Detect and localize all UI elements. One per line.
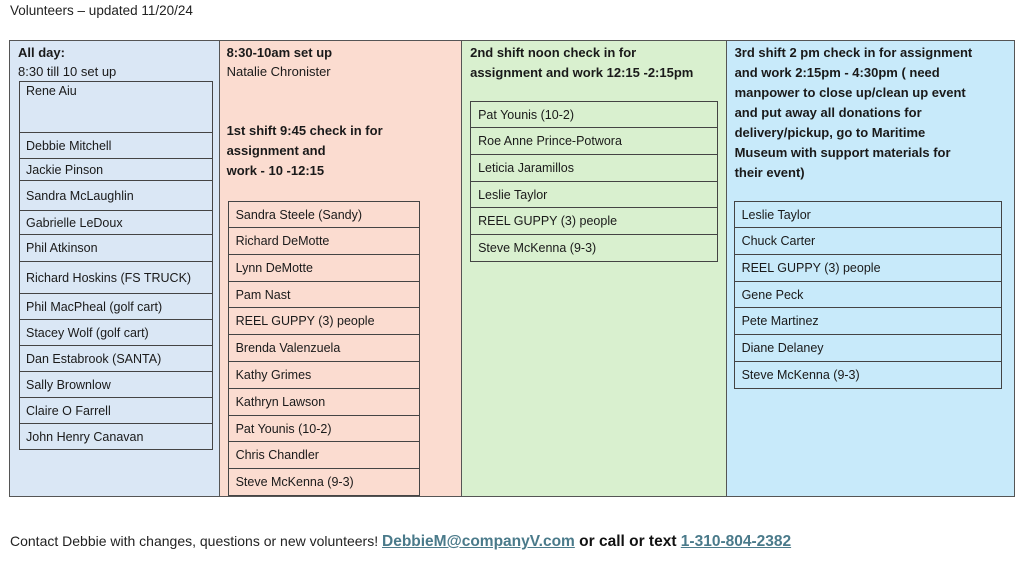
volunteer-name-row: Lynn DeMotte: [229, 255, 419, 282]
volunteer-name-row: Jackie Pinson: [20, 159, 212, 181]
column-shift2: [462, 41, 726, 496]
volunteer-name-row: Pat Younis (10-2): [471, 102, 717, 128]
all-day-title: All day:: [18, 45, 65, 60]
shift3-heading-line4: and put away all donations for: [734, 105, 922, 120]
shift3-heading-line1: 3rd shift 2 pm check in for assignment: [734, 45, 973, 60]
shift3-volunteer-list: [734, 201, 1002, 389]
volunteer-name-row: Leticia Jaramillos: [471, 155, 717, 182]
volunteer-name-row: John Henry Canavan: [20, 424, 212, 450]
shift1-heading-line1: 1st shift 9:45 check in for: [226, 123, 383, 138]
volunteer-name-row: Chris Chandler: [229, 442, 419, 469]
volunteer-name-row: Sandra McLaughlin: [20, 181, 212, 211]
all-day-subtitle: 8:30 till 10 set up: [18, 64, 117, 79]
shift1-heading-line2: assignment and: [226, 143, 326, 158]
all-day-volunteer-list: [19, 81, 213, 450]
footer-text: Contact Debbie with changes, questions or new volunteers!: [10, 533, 382, 549]
volunteer-name-row: Richard Hoskins (FS TRUCK): [20, 262, 212, 294]
volunteer-name-row: Leslie Taylor: [471, 182, 717, 208]
volunteer-name-row: Claire O Farrell: [20, 398, 212, 424]
footer-middle-text: or call or text: [574, 533, 681, 550]
phone-link[interactable]: 1-310-804-2382: [680, 533, 792, 550]
setup-lead: Natalie Chronister: [226, 64, 331, 79]
volunteer-name-row: REEL GUPPY (3) people: [735, 255, 1001, 282]
shift3-heading-line5: delivery/pickup, go to Maritime: [734, 125, 926, 140]
volunteer-name-row: Pete Martinez: [735, 308, 1001, 335]
volunteer-name-row: Gabrielle LeDoux: [20, 211, 212, 235]
shift3-heading-line7: their event): [734, 165, 805, 180]
volunteer-name-row: Rene Aiu: [20, 82, 212, 133]
volunteer-name-row: Pat Younis (10-2): [229, 416, 419, 442]
document-title: Volunteers – updated 11/20/24: [10, 3, 193, 18]
volunteer-name-row: Phil MacPheal (golf cart): [20, 294, 212, 320]
shift2-heading-line2: assignment and work 12:15 -2:15pm: [470, 65, 694, 80]
volunteer-name-row: Pam Nast: [229, 282, 419, 308]
volunteer-name-row: Phil Atkinson: [20, 235, 212, 262]
volunteer-name-row: Diane Delaney: [735, 335, 1001, 362]
volunteer-name-row: Chuck Carter: [735, 228, 1001, 255]
contact-footer: [10, 533, 791, 551]
shift1-heading-line3: work - 10 -12:15: [226, 163, 325, 178]
shift1-volunteer-list: [228, 201, 420, 496]
volunteer-name-row: Stacey Wolf (golf cart): [20, 320, 212, 346]
volunteer-name-row: REEL GUPPY (3) people: [229, 308, 419, 335]
volunteer-name-row: Debbie Mitchell: [20, 133, 212, 159]
shift2-volunteer-list: [470, 101, 718, 262]
volunteer-name-row: Richard DeMotte: [229, 228, 419, 255]
volunteer-name-row: Roe Anne Prince-Potwora: [471, 128, 717, 155]
shift3-heading-line2: and work 2:15pm - 4:30pm ( need: [734, 65, 940, 80]
shift3-heading-line6: Museum with support materials for: [734, 145, 951, 160]
volunteer-name-row: REEL GUPPY (3) people: [471, 208, 717, 235]
volunteer-name-row: Sally Brownlow: [20, 372, 212, 398]
volunteer-name-row: Leslie Taylor: [735, 202, 1001, 228]
volunteer-name-row: Steve McKenna (9-3): [471, 235, 717, 262]
volunteer-name-row: Gene Peck: [735, 282, 1001, 308]
shift2-heading-line1: 2nd shift noon check in for: [470, 45, 637, 60]
volunteer-schedule-table: [9, 40, 1015, 497]
column-shift3: [727, 41, 1014, 496]
volunteer-name-row: Kathy Grimes: [229, 362, 419, 389]
volunteer-name-row: Dan Estabrook (SANTA): [20, 346, 212, 372]
email-link[interactable]: DebbieM@companyV.com: [382, 533, 575, 550]
volunteer-name-row: Brenda Valenzuela: [229, 335, 419, 362]
setup-title: 8:30-10am set up: [226, 45, 333, 60]
volunteer-name-row: Steve McKenna (9-3): [229, 469, 419, 496]
shift3-heading-line3: manpower to close up/clean up event: [734, 85, 966, 100]
volunteer-name-row: Steve McKenna (9-3): [735, 362, 1001, 389]
column-setup-shift1: [220, 41, 463, 496]
column-all-day: [10, 41, 220, 496]
volunteer-name-row: Sandra Steele (Sandy): [229, 202, 419, 228]
volunteer-name-row: Kathryn Lawson: [229, 389, 419, 416]
